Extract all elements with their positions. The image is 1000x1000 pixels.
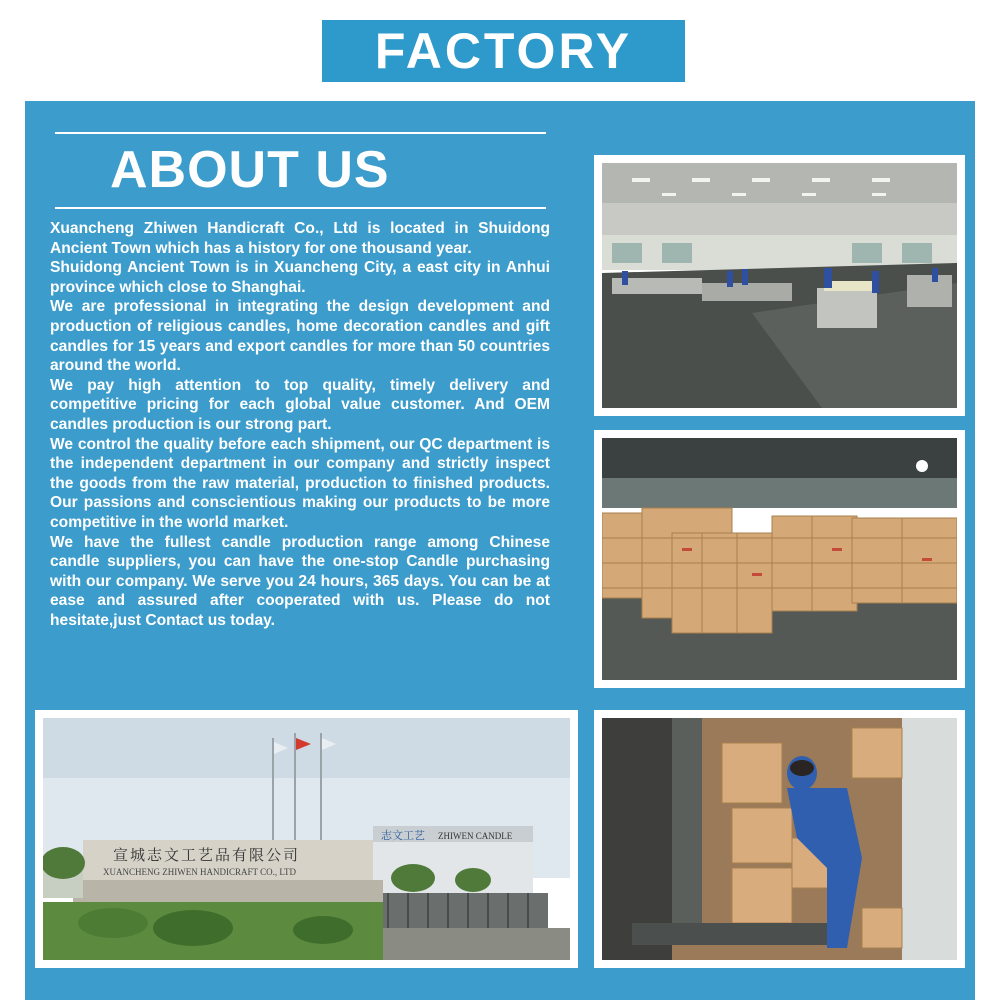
about-paragraph: We pay high attention to top quality, timely delivery and competitive pricing for each global value customer. And OEM candles production is our strong part.	[50, 376, 550, 433]
about-text	[50, 219, 550, 630]
divider-top	[55, 132, 546, 134]
warehouse-photo	[594, 430, 965, 688]
about-paragraph: Xuancheng Zhiwen Handicraft Co., Ltd is located in Shuidong Ancient Town which has a history for one thousand year.	[50, 220, 550, 257]
loading-photo	[594, 710, 965, 968]
about-paragraph: We have the fullest candle production range among Chinese candle suppliers, you can have the one-stop Candle purchasing with our company. We serve you 24 hours, 365 days. You can be at ease and assured after cooperated with us. Please do not hesitate,just Contact us today.	[50, 533, 550, 629]
factory-gate-photo	[35, 710, 578, 968]
about-title: ABOUT US	[110, 141, 390, 199]
warehouse-image	[602, 438, 957, 680]
about-paragraph: Shuidong Ancient Town is in Xuancheng City, a east city in Anhui province which close to Shanghai.	[50, 259, 550, 296]
workshop-photo	[594, 155, 965, 416]
gate-sign-cn: 宣城志文工艺品有限公司	[113, 846, 301, 864]
about-paragraph: We control the quality before each shipment, our QC department is the independent department in our company and strictly inspect the goods from the raw material, production to finished products. Our passions and conscientious making our products to be more competitive in the world market.	[50, 435, 550, 531]
building-sign-cn: 志文工艺	[381, 830, 425, 842]
gate-sign-en: XUANCHENG ZHIWEN HANDICRAFT CO., LTD	[103, 867, 296, 877]
about-paragraph: We are professional in integrating the design development and production of religious candles, home decoration candles and gift candles for 15 years and export candles for more than 50 countries around the world.	[50, 298, 550, 375]
building-sign-en: ZHIWEN CANDLE	[438, 831, 513, 841]
workshop-image	[602, 163, 957, 408]
loading-image	[602, 718, 957, 960]
factory-banner: FACTORY	[322, 20, 685, 82]
factory-gate-image	[43, 718, 570, 960]
divider-bottom	[55, 207, 546, 209]
